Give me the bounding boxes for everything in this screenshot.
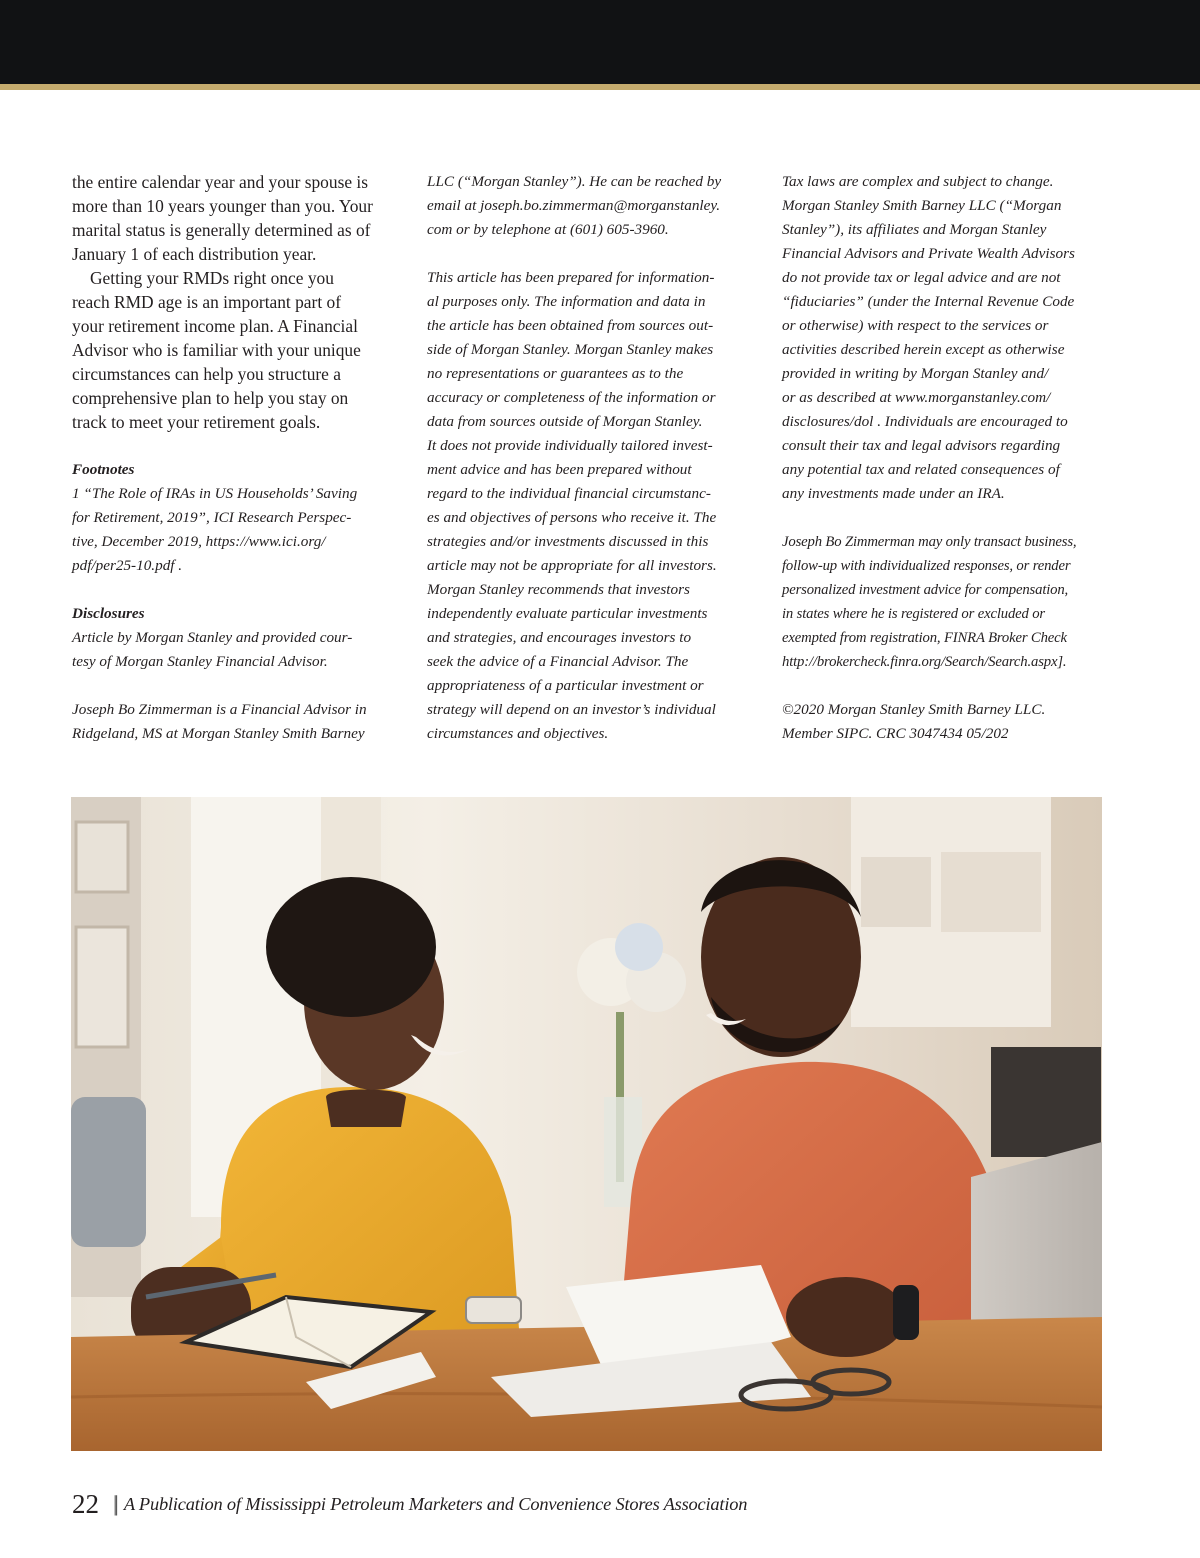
text-line: or as described at www.morganstanley.com/ [782,389,1051,406]
column-1 [72,170,392,746]
text-line: es and objectives of persons who receive it. The [427,509,717,526]
text-line: disclosures/dol . Individuals are encouraged to [782,413,1068,430]
text-line: or otherwise) with respect to the services or [782,317,1049,334]
footnotes-heading: Footnotes [72,461,135,478]
text-line: Tax laws are complex and subject to change. [782,173,1054,190]
text-line: 1 “The Role of IRAs in US Households’ Saving [72,485,358,502]
text-line: Morgan Stanley recommends that investors [427,581,690,598]
column-3 [782,170,1107,746]
text-line: the article has been obtained from sources out- [427,317,714,334]
text-line: personalized investment advice for compensation, [782,582,1069,598]
informational-disclaimer [427,266,749,746]
text-line: tive, December 2019, https://www.ici.org/ [72,533,326,550]
text-line: for Retirement, 2019”, ICI Research Perspec- [72,509,352,526]
text-line: pdf/per25-10.pdf . [72,557,183,574]
text-line: al purposes only. The information and data in [427,293,706,310]
text-line: consult their tax and legal advisors regarding [782,437,1061,454]
header-band [0,0,1200,84]
text-line: no representations or guarantees as to the [427,365,684,382]
text-line: activities described herein except as otherwise [782,341,1065,358]
publication-title: A Publication of Mississippi Petroleum Marketers and Convenience Stores Association [123,1494,748,1514]
disclosure-paragraph [72,626,392,674]
registration-notice [782,530,1107,674]
text-line: It does not provide individually tailored invest- [427,437,713,454]
text-line: Ridgeland, MS at Morgan Stanley Smith Barney [72,725,365,742]
text-line: http://brokercheck.finra.org/Search/Search.aspx]. [782,654,1067,670]
text-line: seek the advice of a Financial Advisor. The [427,653,689,670]
copyright-notice [782,698,1107,746]
text-line: the entire calendar year and your spouse is [72,172,369,192]
text-line: do not provide tax or legal advice and are not [782,269,1061,286]
footer-separator: || [113,1491,116,1516]
advisor-intro [72,698,392,746]
text-line: in states where he is registered or excluded or [782,606,1045,622]
text-line: any investments made under an IRA. [782,485,1005,502]
text-line: email at joseph.bo.zimmerman@morganstanley. [427,197,721,214]
text-line: marital status is generally determined as of [72,220,371,240]
text-line: data from sources outside of Morgan Stanley. [427,413,703,430]
text-line: track to meet your retirement goals. [72,412,321,432]
page-footer [72,1486,1132,1522]
couple-reviewing-finances-photo [71,797,1102,1451]
body-paragraph-1 [72,170,392,266]
text-line: “fiduciaries” (under the Internal Revenue Code [782,293,1075,310]
disclosures-heading: Disclosures [72,605,145,622]
text-line: Advisor who is familiar with your unique [72,340,361,360]
text-line: reach RMD age is an important part of [72,292,341,312]
text-line: and strategies, and encourages investors to [427,629,692,646]
text-line: LLC (“Morgan Stanley”). He can be reached by [427,173,722,190]
text-line: independently evaluate particular investments [427,605,708,622]
text-line: any potential tax and related consequences of [782,461,1060,478]
text-line: side of Morgan Stanley. Morgan Stanley makes [427,341,714,358]
text-line: Financial Advisors and Private Wealth Advisors [782,245,1075,262]
text-line: January 1 of each distribution year. [72,244,317,264]
text-line: Getting your RMDs right once you [90,268,334,288]
text-line: comprehensive plan to help you stay on [72,388,349,408]
text-line: provided in writing by Morgan Stanley and/ [782,365,1049,382]
column-2 [427,170,749,746]
text-line: strategy will depend on an investor’s individual [427,701,716,718]
text-line: com or by telephone at (601) 605-3960. [427,221,669,238]
text-line: circumstances and objectives. [427,725,609,742]
text-line: Joseph Bo Zimmerman is a Financial Advisor in [72,701,367,718]
text-line: exempted from registration, FINRA Broker Check [782,630,1067,646]
text-line: appropriateness of a particular investment or [427,677,704,694]
text-line: accuracy or completeness of the information or [427,389,716,406]
text-line: regard to the individual financial circumstanc- [427,485,711,502]
text-line: tesy of Morgan Stanley Financial Advisor. [72,653,328,670]
text-line: Article by Morgan Stanley and provided cour- [72,629,353,646]
text-line: follow-up with individualized responses, or render [782,558,1071,574]
advisor-contact [427,170,749,242]
text-line: ment advice and has been prepared without [427,461,692,478]
text-line: strategies and/or investments discussed in this [427,533,709,550]
page-number: 22 [72,1489,99,1519]
text-line: your retirement income plan. A Financial [72,316,358,336]
text-line: This article has been prepared for information- [427,269,715,286]
text-line: Morgan Stanley Smith Barney LLC (“Morgan [782,197,1062,214]
text-line: Member SIPC. CRC 3047434 05/202 [782,725,1009,742]
header-gold-rule [0,84,1200,90]
text-line: more than 10 years younger than you. Your [72,196,373,216]
text-line: Stanley”), its affiliates and Morgan Stanley [782,221,1047,238]
body-paragraph-2 [72,266,392,434]
tax-disclaimer [782,170,1107,506]
text-line: circumstances can help you structure a [72,364,341,384]
text-line: ©2020 Morgan Stanley Smith Barney LLC. [782,701,1046,718]
text-line: Joseph Bo Zimmerman may only transact business, [782,534,1077,550]
text-line: article may not be appropriate for all investors. [427,557,717,574]
footnote-1 [72,482,392,578]
